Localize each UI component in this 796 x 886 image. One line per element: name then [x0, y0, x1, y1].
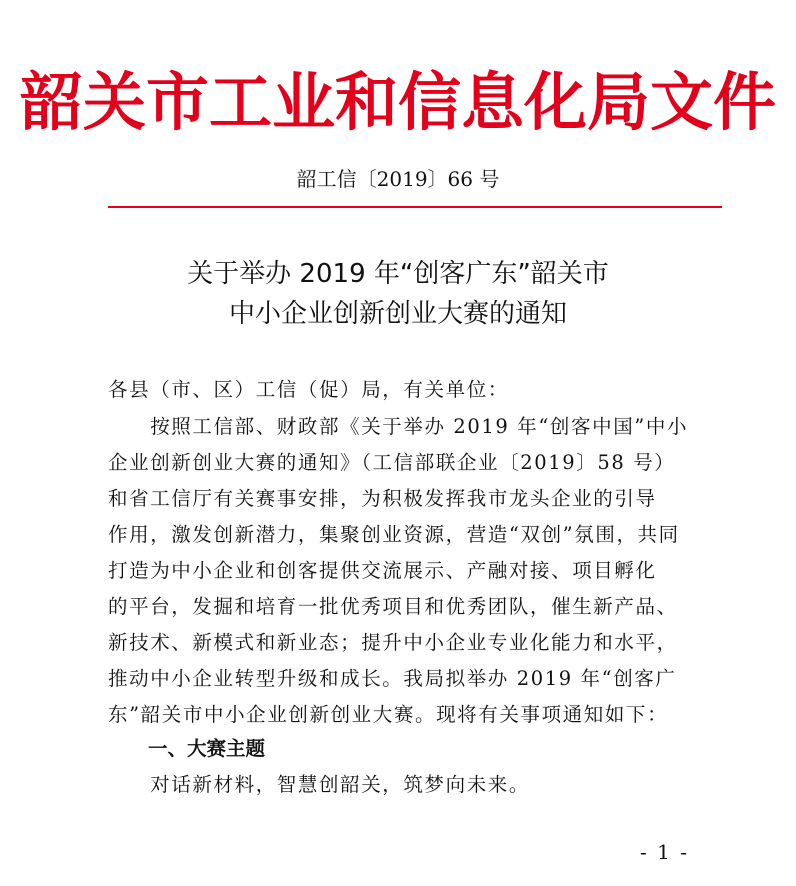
- paragraph-line: 打造为中小企业和创客提供交流展示、产融对接、项目孵化: [108, 559, 657, 582]
- document-masthead: 韶关市工业和信息化局文件: [20, 65, 776, 139]
- section-heading: 一、大赛主题: [148, 737, 266, 760]
- paragraph-line: 企业创新创业大赛的通知》（工信部联企业〔2019〕58 号）: [108, 451, 676, 474]
- document-title-line-1: 关于举办 2019 年“创客广东”韶关市: [187, 259, 609, 289]
- document-title-line-2: 中小企业创新创业大赛的通知: [228, 299, 567, 329]
- document-number: 韶工信〔2019〕66 号: [296, 167, 500, 191]
- section-text: 对话新材料，智慧创韶关，筑梦向未来。: [108, 773, 531, 796]
- paragraph-line: 作用，激发创新潜力，集聚创业资源，营造“双创”氛围，共同: [108, 523, 680, 546]
- paragraph-line: 推动中小企业转型升级和成长。我局拟举办 2019 年“创客广: [108, 667, 677, 690]
- salutation: 各县（市、区）工信（促）局，有关单位：: [108, 378, 509, 401]
- red-divider-line: [108, 206, 722, 208]
- page-number: - 1 -: [640, 840, 689, 864]
- paragraph-line: 的平台，发掘和培育一批优秀项目和优秀团队，催生新产品、: [108, 595, 678, 618]
- paragraph-line: 东”韶关市中小企业创新创业大赛。现将有关事项通知如下：: [108, 703, 669, 726]
- paragraph-line: 和省工信厅有关赛事安排，为积极发挥我市龙头企业的引导: [108, 487, 657, 510]
- paragraph-line: 新技术、新模式和新业态；提升中小企业专业化能力和水平，: [108, 631, 678, 654]
- paragraph-line: 按照工信部、财政部《关于举办 2019 年“创客中国”中小: [108, 415, 689, 438]
